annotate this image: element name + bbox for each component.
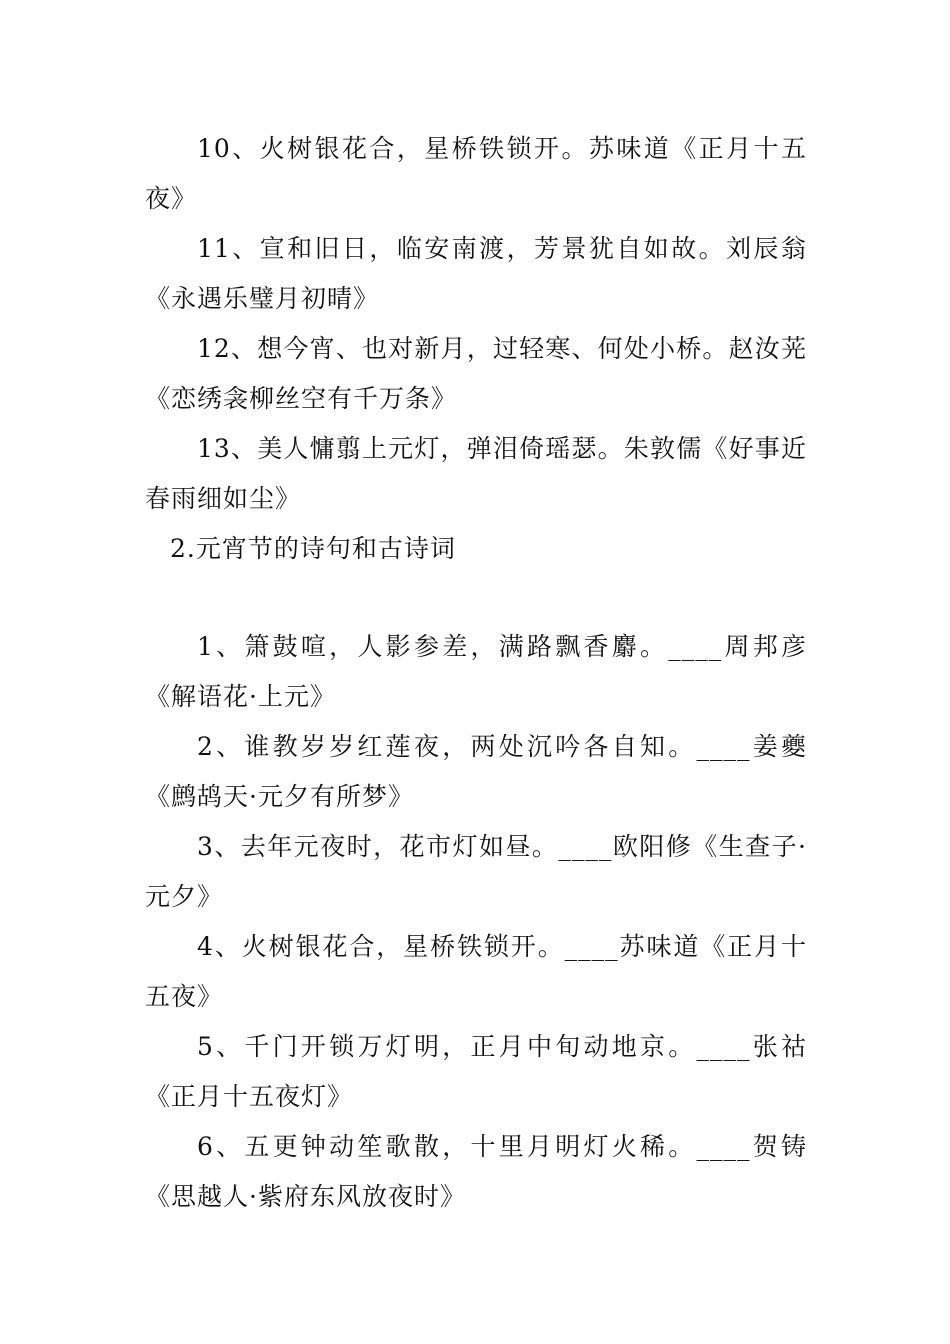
poem-line-12: 12、想今宵、也对新月，过轻寒、何处小桥。赵汝茪《恋绣衾柳丝空有千万条》 [145,334,807,413]
poem-line-2: 2、谁教岁岁红莲夜，两处沉吟各自知。____姜夔《鹧鸪天·元夕有所梦》 [145,732,807,811]
poem-line-10: 10、火树银花合，星桥铁锁开。苏味道《正月十五夜》 [145,134,807,213]
poem-line-1: 1、箫鼓喧，人影参差，满路飘香麝。____周邦彦《解语花·上元》 [145,632,807,711]
section-heading: 2.元宵节的诗句和古诗词 [170,534,456,563]
poem-line-6: 6、五更钟动笙歌散，十里月明灯火稀。____贺铸《思越人·紫府东风放夜时》 [145,1132,807,1211]
poem-line-3: 3、去年元夜时，花市灯如昼。____欧阳修《生查子·元夕》 [145,832,807,911]
poem-line-5: 5、千门开锁万灯明，正月中旬动地京。____张祜《正月十五夜灯》 [145,1032,807,1111]
poem-line-11: 11、宣和旧日，临安南渡，芳景犹自如故。刘辰翁《永遇乐璧月初晴》 [145,234,807,313]
poem-line-13: 13、美人慵翦上元灯，弹泪倚瑶瑟。朱敦儒《好事近春雨细如尘》 [145,434,807,513]
poem-line-4: 4、火树银花合，星桥铁锁开。____苏味道《正月十五夜》 [145,932,807,1011]
